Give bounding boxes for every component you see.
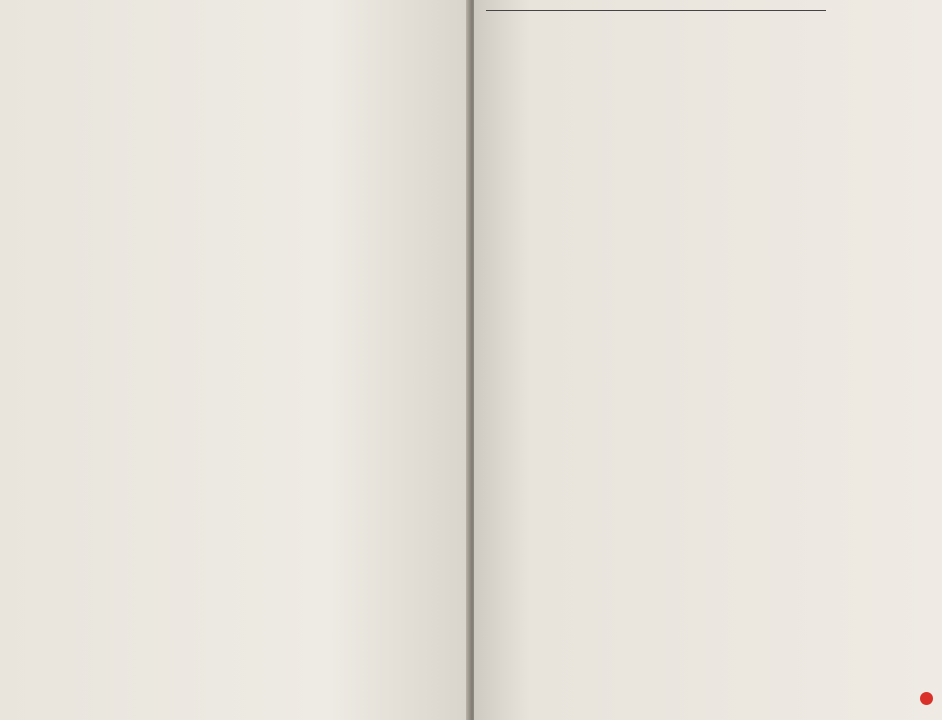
- top-rule: [486, 10, 826, 11]
- watermark: [919, 692, 934, 712]
- right-page: [474, 0, 942, 720]
- watermark-dot-icon: [920, 692, 933, 705]
- left-page: [0, 0, 470, 720]
